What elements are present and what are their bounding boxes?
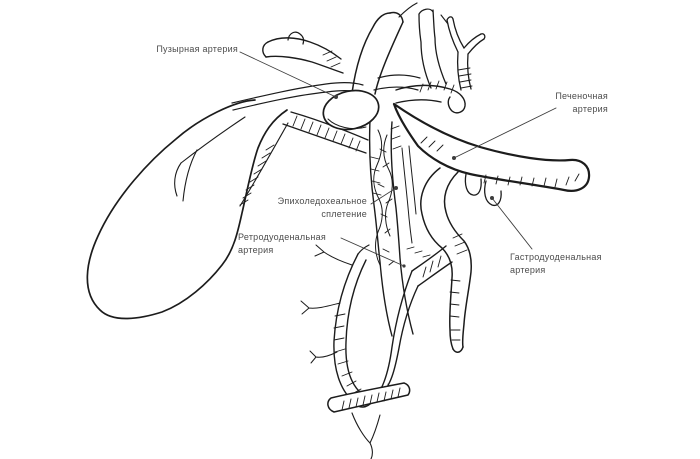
label-line: Ретродуоденальная (238, 232, 326, 242)
cut-vessel-whisker (370, 415, 380, 443)
leader-dot (402, 264, 405, 267)
gastroduodenal-stub (485, 181, 502, 205)
duct-confluence (320, 86, 383, 135)
label-line: Гастродуоденальная (510, 252, 602, 262)
leader-dot (394, 186, 398, 190)
cut-vessel-whisker (352, 413, 372, 459)
left-hepatic-branch (263, 32, 343, 73)
label-line: артерия (510, 265, 546, 275)
label-hepatic-artery (500, 90, 608, 116)
label-line: Пузырная артерия (156, 44, 238, 54)
hepatic-bifurcation (396, 15, 485, 113)
label-line: артерия (238, 245, 274, 255)
leader-epicholedochal-plexus (371, 188, 396, 204)
duodenal-branch (328, 383, 410, 459)
proper-hepatic-trunk (352, 3, 420, 94)
small-twig (310, 351, 337, 363)
leader-dot (490, 196, 494, 200)
label-gastroduodenal-artery (510, 251, 640, 277)
leader-dot (334, 95, 338, 99)
label-line: артерия (572, 104, 608, 114)
leader-gastroduodenal-artery (492, 198, 532, 249)
label-cystic-artery (120, 43, 238, 56)
cut-branch-stub (465, 174, 481, 195)
label-epicholedochal-plexus (250, 195, 367, 221)
label-retroduodenal-artery (238, 231, 358, 257)
right-hepatic-branch (419, 9, 446, 88)
label-line: Эпихоледохеальное (277, 196, 367, 206)
retroduodenal-artery-loop (301, 245, 452, 407)
leader-dot (452, 156, 456, 160)
small-twig (301, 301, 340, 314)
common-bile-duct (370, 120, 430, 336)
label-line: сплетение (321, 209, 367, 219)
label-line: Печеночная (555, 91, 608, 101)
